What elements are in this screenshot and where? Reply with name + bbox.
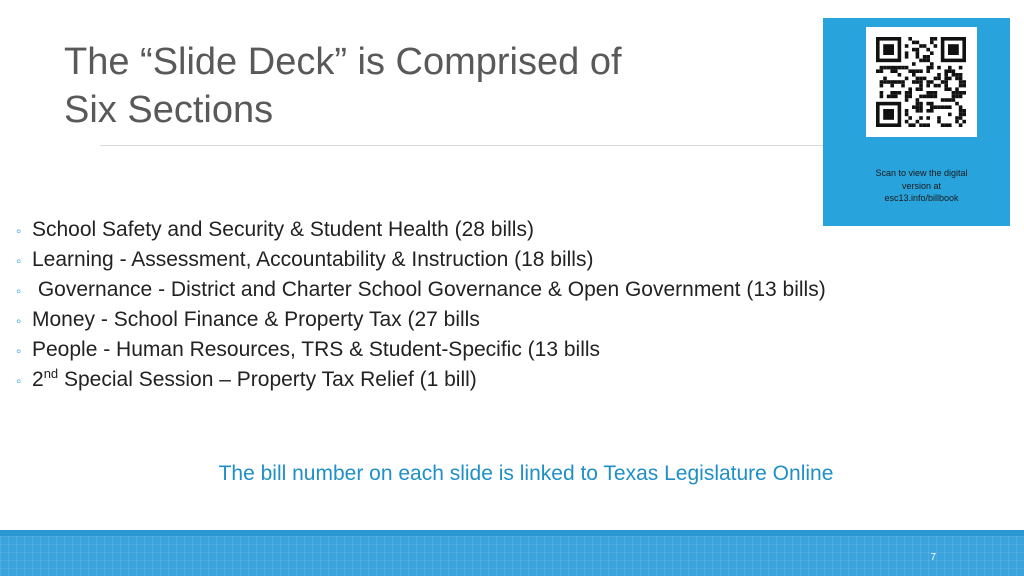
bullet-icon: ◦: [16, 253, 22, 270]
list-item: ◦ People - Human Resources, TRS & Student-Specific (13 bills: [16, 336, 826, 366]
bullet-icon: ◦: [16, 373, 22, 390]
qr-code-icon[interactable]: [866, 27, 977, 137]
title-divider: [100, 145, 824, 146]
title-line-1: The “Slide Deck” is Comprised of: [64, 41, 622, 83]
footer-bar: [0, 536, 1024, 576]
list-item: ◦ 2nd Special Session – Property Tax Relief (1 bill): [16, 366, 826, 396]
page-number: 7: [930, 552, 936, 563]
list-item: ◦ School Safety and Security & Student Health (28 bills): [16, 216, 826, 246]
slide-title: [64, 38, 784, 134]
bullet-icon: ◦: [16, 223, 22, 240]
bullet-icon: ◦: [16, 283, 22, 300]
list-item: ◦ Governance - District and Charter School Governance & Open Government (13 bills): [16, 276, 826, 306]
qr-caption-line-2: version at: [901, 180, 942, 191]
bullet-icon: ◦: [16, 313, 22, 330]
title-line-2: Six Sections: [64, 89, 274, 131]
qr-caption-line-3: esc13.info/billbook: [884, 193, 959, 203]
section-list: [16, 216, 826, 396]
legislature-link-note[interactable]: The bill number on each slide is linked to Texas Legislature Online: [218, 462, 834, 485]
list-item: ◦ Money - School Finance & Property Tax (27 bills: [16, 306, 826, 336]
list-item: ◦ Learning - Assessment, Accountability & Instruction (18 bills): [16, 246, 826, 276]
qr-panel: [823, 18, 1010, 226]
bullet-icon: ◦: [16, 343, 22, 360]
qr-caption: [843, 167, 1000, 205]
qr-caption-line-1: Scan to view the digital: [875, 168, 968, 178]
